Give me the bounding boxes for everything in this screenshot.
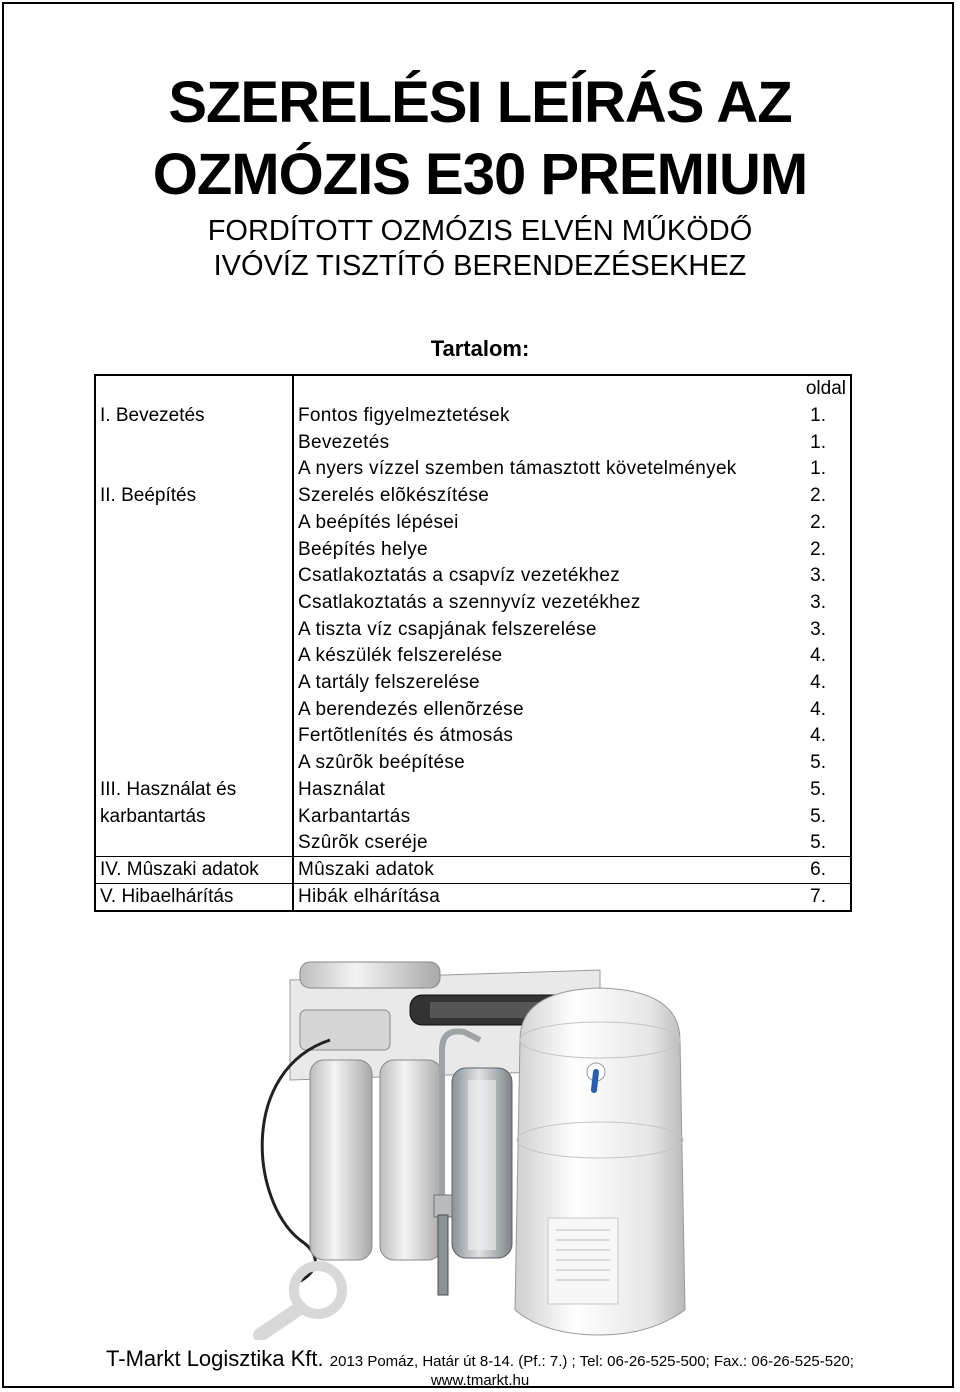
toc-row — [96, 510, 850, 537]
toc-row — [96, 456, 850, 483]
toc-row — [96, 403, 850, 430]
toc-page: 5. — [810, 778, 826, 800]
toc-item: Mûszaki adatok — [298, 858, 435, 880]
toc-item: Csatlakoztatás a szennyvíz vezetékhez — [298, 591, 641, 613]
toc-row — [96, 670, 850, 697]
toc-page: 2. — [810, 485, 826, 507]
toc-page: 5. — [810, 752, 826, 774]
toc-item: Szûrõk cseréje — [298, 832, 428, 854]
toc-section: IV. Mûszaki adatok — [100, 858, 259, 880]
toc-row — [96, 590, 850, 617]
toc-page: 3. — [810, 565, 826, 587]
toc-page: 3. — [810, 618, 826, 640]
toc-page: 7. — [810, 885, 826, 907]
toc-page: 5. — [810, 832, 826, 854]
toc-item: A készülék felszerelése — [298, 645, 503, 667]
toc-item: Szerelés elõkészítése — [298, 485, 490, 507]
toc-section: III. Használat és — [100, 778, 237, 800]
toc-item: Bevezetés — [298, 431, 390, 453]
toc-row — [96, 537, 850, 564]
toc-row — [96, 563, 850, 590]
toc-item: Csatlakoztatás a csapvíz vezetékhez — [298, 565, 621, 587]
subtitle-line-2: IVÓVÍZ TISZTÍTÓ BERENDEZÉSEKHEZ — [213, 250, 747, 282]
toc-item: Fontos figyelmeztetések — [298, 405, 510, 426]
toc-page-header: oldal — [805, 378, 846, 399]
toc-row — [96, 804, 850, 831]
toc-row — [96, 723, 850, 750]
toc-row — [96, 750, 850, 777]
toc-page: 2. — [810, 511, 826, 533]
toc-section: II. Beépítés — [100, 485, 197, 507]
subtitle-line-1: FORDÍTOTT OZMÓZIS ELVÉN MŰKÖDŐ — [207, 215, 753, 247]
product-illustration — [180, 940, 740, 1340]
footer-line-1 — [0, 1346, 960, 1372]
table-of-contents — [94, 374, 852, 912]
toc-item: Használat — [298, 778, 386, 800]
toc-page: 1. — [810, 431, 826, 453]
toc-section: karbantartás — [100, 805, 206, 827]
footer-company: T-Markt Logisztika Kft. — [106, 1346, 324, 1371]
toc-section: I. Bevezetés — [100, 405, 205, 426]
title-line-1: SZERELÉSI LEÍRÁS AZ — [168, 70, 792, 135]
toc-item: Fertõtlenítés és átmosás — [298, 725, 514, 747]
title-line-2: OZMÓZIS E30 PREMIUM — [152, 142, 808, 207]
toc-item: Beépítés helye — [298, 538, 428, 560]
toc-item: Karbantartás — [298, 805, 411, 827]
toc-item: A berendezés ellenõrzése — [298, 698, 524, 720]
toc-page: 4. — [810, 698, 826, 720]
toc-page: 2. — [810, 538, 826, 560]
filter-wrench — [260, 1266, 342, 1335]
toc-page: 1. — [810, 458, 826, 480]
toc-item: A szûrõk beépítése — [298, 752, 466, 774]
toc-page: 1. — [810, 405, 826, 426]
toc-row — [96, 857, 850, 884]
toc-row — [96, 483, 850, 510]
toc-item: Hibák elhárítása — [298, 885, 441, 907]
toc-page: 4. — [810, 725, 826, 747]
toc-item: A nyers vízzel szemben támasztott követelmények — [298, 458, 737, 480]
toc-row — [96, 617, 850, 644]
toc-page: 6. — [810, 858, 826, 880]
footer-address: 2013 Pomáz, Határ út 8-14. (Pf.: 7.) ; Tel: 06-26-525-500; Fax.: 06-26-525-520; — [329, 1353, 854, 1370]
toc-row — [96, 643, 850, 670]
pressure-tank — [515, 988, 685, 1335]
toc-row — [96, 884, 850, 911]
toc-section: V. Hibaelhárítás — [100, 885, 234, 907]
toc-row — [96, 830, 850, 857]
toc-page: 4. — [810, 672, 826, 693]
toc-page: 5. — [810, 805, 826, 827]
toc-heading: Tartalom: — [430, 336, 530, 361]
filter-housings — [310, 1060, 512, 1260]
toc-item: A tiszta víz csapjának felszerelése — [298, 618, 597, 640]
toc-item: A beépítés lépései — [298, 511, 459, 533]
toc-item: A tartály felszerelése — [298, 672, 480, 693]
toc-page: 3. — [810, 591, 826, 613]
toc-row — [96, 430, 850, 457]
toc-row — [96, 777, 850, 804]
toc-page: 4. — [810, 645, 826, 667]
footer-website: www.tmarkt.hu — [430, 1372, 530, 1389]
toc-row — [96, 697, 850, 724]
